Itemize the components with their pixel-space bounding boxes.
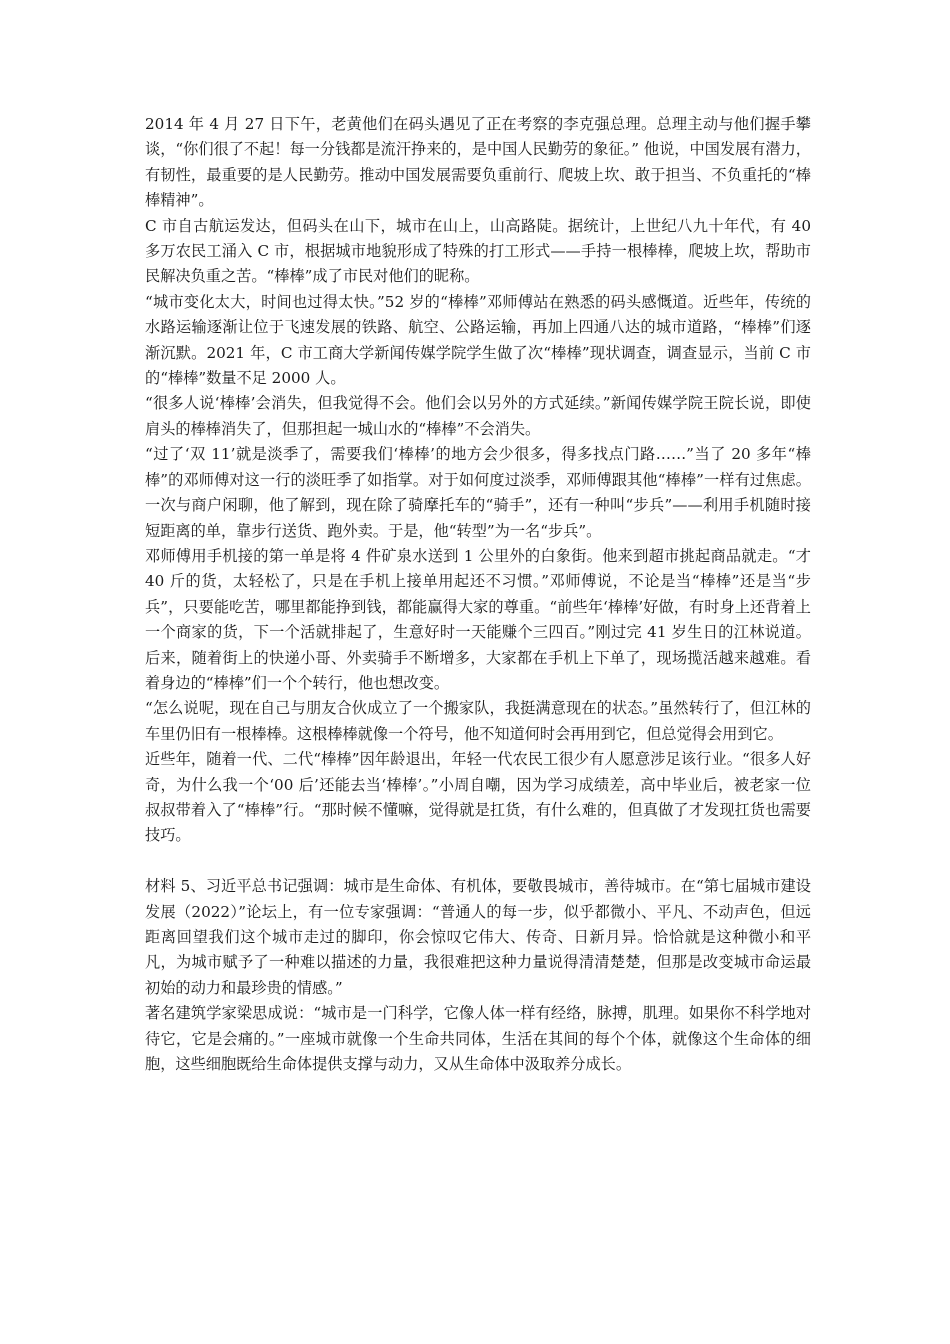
paragraph: “过了‘双 11’就是淡季了，需要我们‘棒棒’的地方会少很多，得多找点门路……”当了 20 多年“棒棒”的邓师傅对这一行的淡旺季了如指掌。对于如何度过淡季，邓师傅跟其他“棒棒”一样有过焦虑。一次与商户闲聊，他了解到，现在除了骑摩托车的“骑手”，还有一种叫“步兵”——利用手机随时接短距离的单，靠步行送货、跑外卖。于是，他“转型”为一名“步兵”。 [145,445,811,540]
paragraph: C 市自古航运发达，但码头在山下，城市在山上，山高路陡。据统计，上世纪八九十年代，有 40 多万农民工涌入 C 市，根据城市地貌形成了特殊的打工形式——手持一根棒棒，爬坡上坎，帮助市民解决负重之苦。“棒棒”成了市民对他们的昵称。 [145,216,811,286]
paragraph: “城市变化太大，时间也过得太快。”52 岁的“棒棒”邓师傅站在熟悉的码头感慨道。近些年，传统的水路运输逐渐让位于飞速发展的铁路、航空、公路运输，再加上四通八达的城市道路，“棒棒”们逐渐沉默。2021 年，C 市工商大学新闻传媒学院学生做了次“棒棒”现状调查，调查显示，当前 C 市的“棒棒”数量不足 2000 人。 [145,292,811,388]
paragraph: 近些年，随着一代、二代“棒棒”因年龄退出，年轻一代农民工很少有人愿意涉足该行业。“很多人好奇，为什么我一个‘00 后’还能去当‘棒棒’。”小周自嘲，因为学习成绩差，高中毕业后，被老家一位叔叔带着入了“棒棒”行。“那时候不懂嘛，觉得就是扛货，有什么难的，但真做了才发现扛货也需要技巧。 [145,750,811,845]
paragraph: 邓师傅用手机接的第一单是将 4 件矿泉水送到 1 公里外的白象街。他来到超市挑起商品就走。“才 40 斤的货，太轻松了，只是在手机上接单用起还不习惯。”邓师傅说，不论是当“棒棒”还是当“步兵”，只要能吃苦，哪里都能挣到钱，都能赢得大家的尊重。“前些年‘棒棒’好做，有时身上还背着上一个商家的货，下一个活就排起了，生意好时一天能赚个三四百。”刚过完 41 岁生日的江林说道。后来，随着街上的快递小哥、外卖骑手不断增多，大家都在手机上下单了，现场揽活越来越难。看着身边的“棒棒”们一个个转行，他也想改变。 [145,546,811,692]
paragraph: 材料 5、习近平总书记强调：城市是生命体、有机体，要敬畏城市，善待城市。在“第七届城市建设发展（2022）”论坛上，有一位专家强调：“普通人的每一步，似乎都微小、平凡、不动声色，但远距离回望我们这个城市走过的脚印，你会惊叹它伟大、传奇、日新月异。恰恰就是这种微小和平凡，为城市赋予了一种难以描述的力量，我很难把这种力量说得清清楚楚，但那是改变城市命运最初始的动力和最珍贵的情感。” [145,877,811,997]
section-material-4 [145,112,811,849]
paragraph: “怎么说呢，现在自己与朋友合伙成立了一个搬家队，我挺满意现在的状态。”虽然转行了，但江林的车里仍旧有一根棒棒。这根棒棒就像一个符号，他不知道何时会再用到它，但总觉得会用到它。 [145,699,811,743]
document-page [145,112,811,1077]
section-material-5 [145,874,811,1077]
paragraph: “很多人说‘棒棒’会消失，但我觉得不会。他们会以另外的方式延续。”新闻传媒学院王院长说，即使肩头的棒棒消失了，但那担起一城山水的“棒棒”不会消失。 [145,394,811,438]
section-spacer [145,849,811,874]
paragraph: 2014 年 4 月 27 日下午，老黄他们在码头遇见了正在考察的李克强总理。总理主动与他们握手攀谈，“你们很了不起！每一分钱都是流汗挣来的，是中国人民勤劳的象征。” 他说，中国发展有潜力，有韧性，最重要的是人民勤劳。推动中国发展需要负重前行、爬坡上坎、敢于担当、不负重托的“棒棒精神”。 [145,115,811,210]
paragraph: 著名建筑学家梁思成说：“城市是一门科学，它像人体一样有经络，脉搏，肌理。如果你不科学地对待它，它是会痛的。”一座城市就像一个生命共同体，生活在其间的每个个体，就像这个生命体的细胞，这些细胞既给生命体提供支撑与动力，又从生命体中汲取养分成长。 [145,1004,811,1074]
